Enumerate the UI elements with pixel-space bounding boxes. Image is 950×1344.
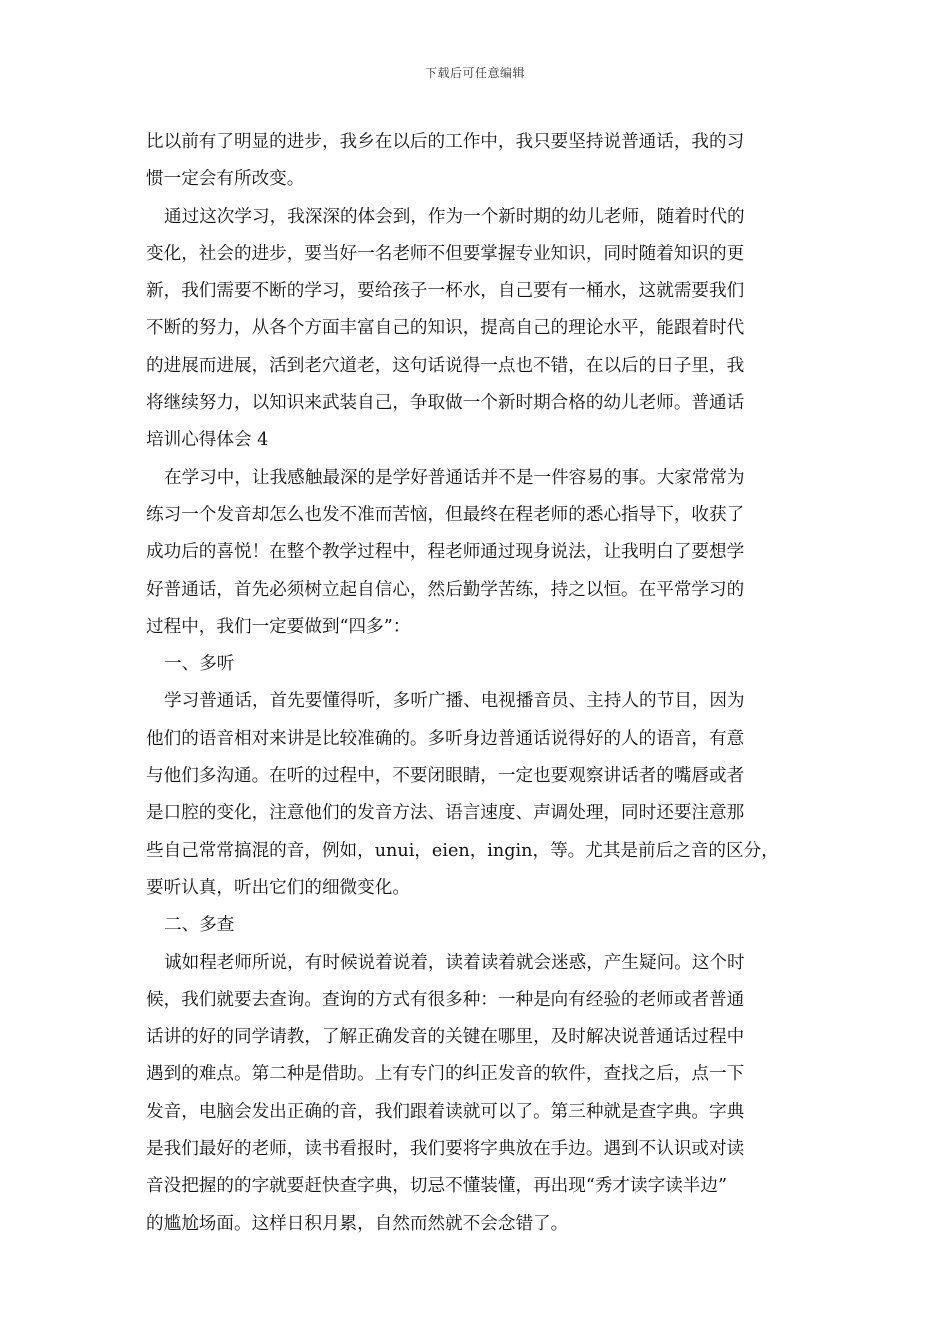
text-line: 是口腔的变化，注意他们的发音方法、语言速度、声调处理，同时还要注意那: [146, 803, 745, 824]
text-line: 的尴尬场面。这样日积月累，自然而然就不会念错了。: [146, 1213, 569, 1234]
subheading-line: 二、多查: [164, 915, 235, 936]
paragraph-start-line: 在学习中，让我感触最深的是学好普通话并不是一件容易的事。大家常常为: [164, 467, 745, 488]
text-line: 与他们多沟通。在听的过程中，不要闭眼睛，一定也要观察讲话者的嘴唇或者: [146, 766, 745, 787]
text-line: 遇到的难点。第二种是借助。上有专门的纠正发音的软件，查找之后，点一下: [146, 1064, 745, 1085]
text-line: 不断的努力，从各个方面丰富自己的知识，提高自己的理论水平，能跟着时代: [146, 318, 745, 339]
paragraph-start-line: 诚如程老师所说，有时候说着说着，读着读着就会迷惑，产生疑问。这个时: [164, 952, 745, 973]
text-line: 练习一个发音却怎么也发不准而苦恼，但最终在程老师的悉心指导下，收获了: [146, 504, 745, 525]
text-line: 将继续努力，以知识来武装自己，争取做一个新时期合格的幼儿老师。普通话: [146, 393, 745, 414]
section-title-line: 培训心得体会 4: [146, 430, 269, 451]
document-body: [146, 124, 822, 1243]
text-line: 比以前有了明显的进步，我乡在以后的工作中，我只要坚持说普通话，我的习: [146, 132, 745, 152]
text-line: 新，我们需要不断的学习，要给孩子一杯水，自己要有一桶水，这就需要我们: [146, 281, 745, 302]
paragraph-start-line: 学习普通话，首先要懂得听，多听广播、电视播音员、主持人的节目，因为: [164, 691, 745, 712]
text-line: 音没把握的的字就要赶快查字典，切忌不懂装懂，再出现“秀才读字读半边”: [146, 1176, 727, 1197]
text-line: 候，我们就要去查询。查询的方式有很多种：一种是向有经验的老师或者普通: [146, 989, 745, 1010]
text-line: 要听认真，听出它们的细微变化。: [146, 877, 410, 898]
text-line: 他们的语音相对来讲是比较准确的。多听身边普通话说得好的人的语音，有意: [146, 728, 745, 749]
text-line: 是我们最好的老师，读书看报时，我们要将字典放在手边。遇到不认识或对读: [146, 1139, 745, 1160]
text-line: 成功后的喜悦！在整个教学过程中，程老师通过现身说法，让我明白了要想学: [146, 542, 745, 563]
text-line: 些自己常常搞混的音，例如，unui，eien，ingin，等。尤其是前后之音的区分，: [146, 840, 779, 861]
paragraph-start-line: 通过这次学习，我深深的体会到，作为一个新时期的幼儿老师，随着时代的: [164, 206, 745, 227]
text-line: 发音，电脑会发出正确的音，我们跟着读就可以了。第三种就是查字典。字典: [146, 1101, 745, 1122]
text-line: 过程中，我们一定要做到“四多”：: [146, 616, 411, 637]
text-line: 的进展而进展，活到老穴道老，这句话说得一点也不错，在以后的日子里，我: [146, 355, 745, 376]
text-line: 变化，社会的进步，要当好一名老师不但要掌握专业知识，同时随着知识的更: [146, 243, 745, 264]
text-line: 惯一定会有所改变。: [146, 169, 305, 190]
subheading-line: 一、多听: [164, 654, 235, 675]
text-line: 话讲的好的同学请教，了解正确发音的关键在哪里，及时解决说普通话过程中: [146, 1027, 745, 1048]
page-header: 下载后可任意编辑: [424, 66, 525, 80]
text-line: 好普通话，首先必须树立起自信心，然后勤学苦练，持之以恒。在平常学习的: [146, 579, 745, 600]
